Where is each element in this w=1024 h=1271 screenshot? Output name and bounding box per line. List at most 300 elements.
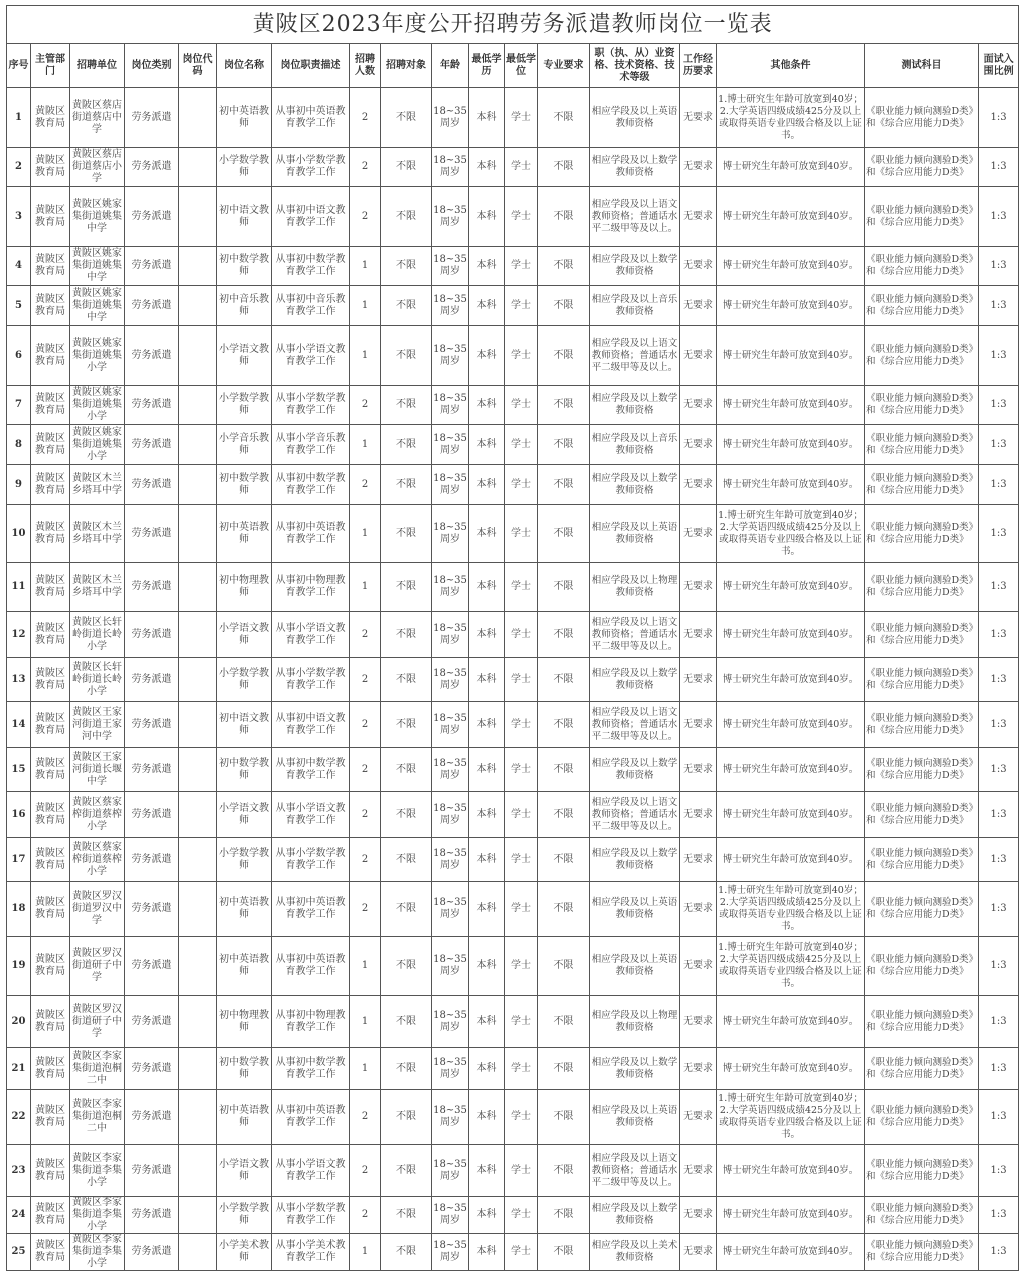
cell-degree: 学士 (505, 505, 538, 563)
cell-major: 不限 (538, 996, 590, 1048)
cell-major: 不限 (538, 1145, 590, 1197)
cell-unit: 黄陂区蔡家榨街道蔡榨小学 (70, 792, 125, 838)
cell-other: 博士研究生年龄可放宽到40岁。 (717, 326, 865, 386)
cell-ratio: 1:3 (979, 1145, 1019, 1197)
table-row (7, 748, 1019, 792)
cell-target: 不限 (381, 1048, 432, 1090)
table-row (7, 612, 1019, 658)
header-exp: 工作经历要求 (680, 44, 717, 88)
cell-category: 劳务派遣 (125, 1197, 179, 1234)
cell-duty: 从事初中英语教育教学工作 (272, 1090, 350, 1145)
cell-edu: 本科 (469, 563, 505, 612)
cell-code (179, 882, 217, 937)
cell-other: 博士研究生年龄可放宽到40岁。 (717, 996, 865, 1048)
cell-dept: 黄陂区教育局 (31, 326, 70, 386)
header-dept: 主管部门 (31, 44, 70, 88)
cell-major: 不限 (538, 505, 590, 563)
cell-exp: 无要求 (680, 1234, 717, 1271)
cell-other: 博士研究生年龄可放宽到40岁。 (717, 1234, 865, 1271)
cell-target: 不限 (381, 882, 432, 937)
cell-exp: 无要求 (680, 702, 717, 748)
cell-exp: 无要求 (680, 937, 717, 996)
cell-major: 不限 (538, 792, 590, 838)
cell-age: 18~35周岁 (432, 247, 469, 286)
cell-code (179, 1234, 217, 1271)
cell-exp: 无要求 (680, 148, 717, 187)
cell-dept: 黄陂区教育局 (31, 1197, 70, 1234)
cell-degree: 学士 (505, 1048, 538, 1090)
cell-dept: 黄陂区教育局 (31, 1048, 70, 1090)
cell-count: 2 (350, 792, 381, 838)
cell-unit: 黄陂区姚家集街道姚集小学 (70, 326, 125, 386)
cell-exp: 无要求 (680, 386, 717, 425)
cell-major: 不限 (538, 1090, 590, 1145)
cell-major: 不限 (538, 425, 590, 465)
cell-duty: 从事小学语文教育教学工作 (272, 792, 350, 838)
table-row (7, 187, 1019, 247)
cell-ratio: 1:3 (979, 1234, 1019, 1271)
cell-category: 劳务派遣 (125, 425, 179, 465)
cell-test: 《职业能力倾向测验D类》和《综合应用能力D类》 (865, 612, 979, 658)
cell-seq: 21 (7, 1048, 31, 1090)
cell-count: 2 (350, 88, 381, 148)
cell-ratio: 1:3 (979, 247, 1019, 286)
cell-age: 18~35周岁 (432, 1048, 469, 1090)
cell-age: 18~35周岁 (432, 882, 469, 937)
cell-degree: 学士 (505, 247, 538, 286)
cell-dept: 黄陂区教育局 (31, 1234, 70, 1271)
cell-age: 18~35周岁 (432, 465, 469, 505)
cell-age: 18~35周岁 (432, 187, 469, 247)
cell-category: 劳务派遣 (125, 748, 179, 792)
header-target: 招聘对象 (381, 44, 432, 88)
cell-age: 18~35周岁 (432, 425, 469, 465)
cell-ratio: 1:3 (979, 838, 1019, 882)
cell-qual: 相应学段及以上数学教师资格 (590, 838, 680, 882)
cell-category: 劳务派遣 (125, 1145, 179, 1197)
cell-post: 初中数学教师 (217, 1048, 272, 1090)
cell-qual: 相应学段及以上数学教师资格 (590, 465, 680, 505)
header-duty: 岗位职责描述 (272, 44, 350, 88)
cell-ratio: 1:3 (979, 1048, 1019, 1090)
cell-major: 不限 (538, 702, 590, 748)
header-test: 测试科目 (865, 44, 979, 88)
header-count: 招聘人数 (350, 44, 381, 88)
cell-ratio: 1:3 (979, 88, 1019, 148)
cell-qual: 相应学段及以上语文教师资格；普通话水平二级甲等及以上。 (590, 326, 680, 386)
cell-qual: 相应学段及以上英语教师资格 (590, 1090, 680, 1145)
cell-ratio: 1:3 (979, 425, 1019, 465)
cell-post: 小学语文教师 (217, 326, 272, 386)
cell-post: 初中数学教师 (217, 247, 272, 286)
cell-exp: 无要求 (680, 425, 717, 465)
cell-other: 1.博士研究生年龄可放宽到40岁；2.大学英语四级成绩425分及以上或取得英语专业四级合格及以上证书。 (717, 937, 865, 996)
cell-count: 1 (350, 247, 381, 286)
cell-count: 1 (350, 1234, 381, 1271)
cell-category: 劳务派遣 (125, 996, 179, 1048)
cell-dept: 黄陂区教育局 (31, 937, 70, 996)
table-row (7, 1048, 1019, 1090)
table-body (7, 88, 1019, 1271)
cell-unit: 黄陂区王家河街道长堰中学 (70, 748, 125, 792)
cell-post: 小学音乐教师 (217, 425, 272, 465)
cell-post: 小学数学教师 (217, 148, 272, 187)
cell-code (179, 1090, 217, 1145)
cell-duty: 从事初中英语教育教学工作 (272, 88, 350, 148)
cell-count: 1 (350, 563, 381, 612)
cell-unit: 黄陂区姚家集街道姚集中学 (70, 286, 125, 326)
cell-code (179, 612, 217, 658)
cell-count: 1 (350, 425, 381, 465)
cell-category: 劳务派遣 (125, 658, 179, 702)
cell-test: 《职业能力倾向测验D类》和《综合应用能力D类》 (865, 658, 979, 702)
cell-code (179, 792, 217, 838)
cell-code (179, 286, 217, 326)
cell-edu: 本科 (469, 1145, 505, 1197)
cell-major: 不限 (538, 1234, 590, 1271)
cell-post: 初中英语教师 (217, 505, 272, 563)
cell-qual: 相应学段及以上语文教师资格；普通话水平二级甲等及以上。 (590, 1145, 680, 1197)
cell-degree: 学士 (505, 792, 538, 838)
cell-seq: 24 (7, 1197, 31, 1234)
cell-target: 不限 (381, 1090, 432, 1145)
cell-dept: 黄陂区教育局 (31, 425, 70, 465)
cell-target: 不限 (381, 247, 432, 286)
cell-other: 1.博士研究生年龄可放宽到40岁；2.大学英语四级成绩425分及以上或取得英语专业四级合格及以上证书。 (717, 505, 865, 563)
cell-seq: 5 (7, 286, 31, 326)
cell-age: 18~35周岁 (432, 1234, 469, 1271)
cell-edu: 本科 (469, 425, 505, 465)
cell-age: 18~35周岁 (432, 937, 469, 996)
cell-other: 1.博士研究生年龄可放宽到40岁；2.大学英语四级成绩425分及以上或取得英语专业四级合格及以上证书。 (717, 88, 865, 148)
cell-target: 不限 (381, 465, 432, 505)
cell-qual: 相应学段及以上数学教师资格 (590, 386, 680, 425)
cell-exp: 无要求 (680, 658, 717, 702)
cell-edu: 本科 (469, 1197, 505, 1234)
cell-post: 初中音乐教师 (217, 286, 272, 326)
cell-ratio: 1:3 (979, 326, 1019, 386)
cell-major: 不限 (538, 748, 590, 792)
cell-other: 博士研究生年龄可放宽到40岁。 (717, 286, 865, 326)
cell-duty: 从事初中语文教育教学工作 (272, 187, 350, 247)
cell-qual: 相应学段及以上语文教师资格；普通话水平二级甲等及以上。 (590, 612, 680, 658)
cell-age: 18~35周岁 (432, 748, 469, 792)
cell-test: 《职业能力倾向测验D类》和《综合应用能力D类》 (865, 792, 979, 838)
table-row (7, 1197, 1019, 1234)
cell-test: 《职业能力倾向测验D类》和《综合应用能力D类》 (865, 247, 979, 286)
cell-unit: 黄陂区木兰乡塔耳中学 (70, 563, 125, 612)
cell-count: 1 (350, 286, 381, 326)
cell-age: 18~35周岁 (432, 1197, 469, 1234)
cell-age: 18~35周岁 (432, 88, 469, 148)
cell-dept: 黄陂区教育局 (31, 286, 70, 326)
table-row (7, 247, 1019, 286)
cell-exp: 无要求 (680, 1048, 717, 1090)
cell-other: 博士研究生年龄可放宽到40岁。 (717, 1197, 865, 1234)
cell-unit: 黄陂区李家集街道泡桐二中 (70, 1090, 125, 1145)
cell-post: 小学数学教师 (217, 1197, 272, 1234)
cell-duty: 从事小学音乐教育教学工作 (272, 425, 350, 465)
cell-code (179, 326, 217, 386)
cell-duty: 从事初中英语教育教学工作 (272, 937, 350, 996)
cell-major: 不限 (538, 326, 590, 386)
cell-test: 《职业能力倾向测验D类》和《综合应用能力D类》 (865, 326, 979, 386)
cell-post: 小学数学教师 (217, 658, 272, 702)
cell-ratio: 1:3 (979, 996, 1019, 1048)
header-qual: 职（执、从）业资格、技术资格、技术等级 (590, 44, 680, 88)
cell-other: 博士研究生年龄可放宽到40岁。 (717, 563, 865, 612)
cell-post: 小学语文教师 (217, 1145, 272, 1197)
cell-exp: 无要求 (680, 326, 717, 386)
table-row (7, 148, 1019, 187)
cell-edu: 本科 (469, 247, 505, 286)
cell-test: 《职业能力倾向测验D类》和《综合应用能力D类》 (865, 465, 979, 505)
cell-age: 18~35周岁 (432, 1090, 469, 1145)
cell-test: 《职业能力倾向测验D类》和《综合应用能力D类》 (865, 286, 979, 326)
cell-seq: 13 (7, 658, 31, 702)
cell-other: 博士研究生年龄可放宽到40岁。 (717, 838, 865, 882)
cell-category: 劳务派遣 (125, 792, 179, 838)
cell-duty: 从事初中音乐教育教学工作 (272, 286, 350, 326)
cell-qual: 相应学段及以上数学教师资格 (590, 148, 680, 187)
table-row (7, 386, 1019, 425)
cell-seq: 1 (7, 88, 31, 148)
cell-other: 博士研究生年龄可放宽到40岁。 (717, 425, 865, 465)
cell-test: 《职业能力倾向测验D类》和《综合应用能力D类》 (865, 702, 979, 748)
cell-code (179, 465, 217, 505)
cell-age: 18~35周岁 (432, 996, 469, 1048)
cell-target: 不限 (381, 1234, 432, 1271)
cell-exp: 无要求 (680, 1090, 717, 1145)
cell-code (179, 1145, 217, 1197)
header-row (7, 44, 1019, 88)
cell-major: 不限 (538, 247, 590, 286)
cell-seq: 22 (7, 1090, 31, 1145)
cell-duty: 从事小学数学教育教学工作 (272, 148, 350, 187)
cell-category: 劳务派遣 (125, 326, 179, 386)
cell-post: 初中数学教师 (217, 465, 272, 505)
header-degree: 最低学位 (505, 44, 538, 88)
cell-major: 不限 (538, 88, 590, 148)
header-major: 专业要求 (538, 44, 590, 88)
cell-exp: 无要求 (680, 612, 717, 658)
cell-seq: 8 (7, 425, 31, 465)
cell-post: 小学语文教师 (217, 612, 272, 658)
cell-target: 不限 (381, 996, 432, 1048)
cell-code (179, 748, 217, 792)
cell-edu: 本科 (469, 612, 505, 658)
cell-seq: 10 (7, 505, 31, 563)
cell-count: 1 (350, 326, 381, 386)
cell-count: 2 (350, 148, 381, 187)
cell-other: 博士研究生年龄可放宽到40岁。 (717, 612, 865, 658)
cell-other: 1.博士研究生年龄可放宽到40岁；2.大学英语四级成绩425分及以上或取得英语专业四级合格及以上证书。 (717, 882, 865, 937)
cell-category: 劳务派遣 (125, 187, 179, 247)
cell-other: 博士研究生年龄可放宽到40岁。 (717, 658, 865, 702)
cell-target: 不限 (381, 286, 432, 326)
cell-target: 不限 (381, 1145, 432, 1197)
cell-count: 2 (350, 386, 381, 425)
cell-duty: 从事小学数学教育教学工作 (272, 838, 350, 882)
cell-test: 《职业能力倾向测验D类》和《综合应用能力D类》 (865, 563, 979, 612)
cell-ratio: 1:3 (979, 505, 1019, 563)
cell-other: 博士研究生年龄可放宽到40岁。 (717, 1048, 865, 1090)
cell-degree: 学士 (505, 1234, 538, 1271)
cell-test: 《职业能力倾向测验D类》和《综合应用能力D类》 (865, 505, 979, 563)
cell-qual: 相应学段及以上英语教师资格 (590, 882, 680, 937)
cell-post: 小学美术教师 (217, 1234, 272, 1271)
cell-age: 18~35周岁 (432, 286, 469, 326)
table-row (7, 425, 1019, 465)
cell-target: 不限 (381, 792, 432, 838)
cell-degree: 学士 (505, 838, 538, 882)
cell-test: 《职业能力倾向测验D类》和《综合应用能力D类》 (865, 187, 979, 247)
cell-count: 2 (350, 1145, 381, 1197)
cell-duty: 从事初中物理教育教学工作 (272, 563, 350, 612)
cell-seq: 7 (7, 386, 31, 425)
cell-seq: 6 (7, 326, 31, 386)
cell-duty: 从事初中物理教育教学工作 (272, 996, 350, 1048)
cell-exp: 无要求 (680, 247, 717, 286)
cell-unit: 黄陂区木兰乡塔耳中学 (70, 465, 125, 505)
cell-exp: 无要求 (680, 996, 717, 1048)
cell-unit: 黄陂区长轩岭街道长岭小学 (70, 658, 125, 702)
table-row (7, 702, 1019, 748)
cell-duty: 从事初中英语教育教学工作 (272, 505, 350, 563)
cell-code (179, 996, 217, 1048)
header-age: 年龄 (432, 44, 469, 88)
cell-unit: 黄陂区李家集街道李集小学 (70, 1234, 125, 1271)
table-row (7, 1090, 1019, 1145)
cell-edu: 本科 (469, 937, 505, 996)
cell-unit: 黄陂区姚家集街道姚集小学 (70, 425, 125, 465)
header-post: 岗位名称 (217, 44, 272, 88)
cell-count: 2 (350, 465, 381, 505)
cell-dept: 黄陂区教育局 (31, 563, 70, 612)
cell-edu: 本科 (469, 1090, 505, 1145)
cell-ratio: 1:3 (979, 465, 1019, 505)
cell-age: 18~35周岁 (432, 702, 469, 748)
cell-seq: 14 (7, 702, 31, 748)
cell-target: 不限 (381, 425, 432, 465)
cell-category: 劳务派遣 (125, 838, 179, 882)
cell-exp: 无要求 (680, 563, 717, 612)
cell-qual: 相应学段及以上音乐教师资格 (590, 286, 680, 326)
cell-ratio: 1:3 (979, 882, 1019, 937)
cell-other: 博士研究生年龄可放宽到40岁。 (717, 148, 865, 187)
cell-age: 18~35周岁 (432, 612, 469, 658)
cell-major: 不限 (538, 386, 590, 425)
cell-count: 2 (350, 838, 381, 882)
cell-ratio: 1:3 (979, 563, 1019, 612)
cell-qual: 相应学段及以上英语教师资格 (590, 505, 680, 563)
cell-degree: 学士 (505, 286, 538, 326)
cell-unit: 黄陂区罗汉街道罗汉中学 (70, 882, 125, 937)
cell-dept: 黄陂区教育局 (31, 1090, 70, 1145)
cell-edu: 本科 (469, 838, 505, 882)
cell-ratio: 1:3 (979, 148, 1019, 187)
cell-post: 初中语文教师 (217, 187, 272, 247)
cell-age: 18~35周岁 (432, 563, 469, 612)
table-row (7, 996, 1019, 1048)
cell-dept: 黄陂区教育局 (31, 612, 70, 658)
cell-qual: 相应学段及以上音乐教师资格 (590, 425, 680, 465)
cell-seq: 2 (7, 148, 31, 187)
header-category: 岗位类别 (125, 44, 179, 88)
cell-ratio: 1:3 (979, 386, 1019, 425)
cell-qual: 相应学段及以上语文教师资格；普通话水平二级甲等及以上。 (590, 792, 680, 838)
cell-edu: 本科 (469, 1234, 505, 1271)
header-seq: 序号 (7, 44, 31, 88)
cell-edu: 本科 (469, 996, 505, 1048)
table-row (7, 1234, 1019, 1271)
cell-dept: 黄陂区教育局 (31, 996, 70, 1048)
cell-duty: 从事初中数学教育教学工作 (272, 1048, 350, 1090)
header-edu: 最低学历 (469, 44, 505, 88)
cell-degree: 学士 (505, 465, 538, 505)
cell-target: 不限 (381, 386, 432, 425)
table-row (7, 1145, 1019, 1197)
header-other: 其他条件 (717, 44, 865, 88)
cell-duty: 从事小学数学教育教学工作 (272, 658, 350, 702)
cell-category: 劳务派遣 (125, 148, 179, 187)
cell-ratio: 1:3 (979, 286, 1019, 326)
cell-qual: 相应学段及以上数学教师资格 (590, 247, 680, 286)
cell-target: 不限 (381, 505, 432, 563)
cell-qual: 相应学段及以上数学教师资格 (590, 1048, 680, 1090)
cell-exp: 无要求 (680, 286, 717, 326)
cell-code (179, 838, 217, 882)
header-unit: 招聘单位 (70, 44, 125, 88)
cell-test: 《职业能力倾向测验D类》和《综合应用能力D类》 (865, 88, 979, 148)
cell-other: 博士研究生年龄可放宽到40岁。 (717, 465, 865, 505)
cell-age: 18~35周岁 (432, 148, 469, 187)
cell-major: 不限 (538, 658, 590, 702)
cell-seq: 4 (7, 247, 31, 286)
cell-target: 不限 (381, 563, 432, 612)
cell-post: 初中英语教师 (217, 1090, 272, 1145)
cell-target: 不限 (381, 838, 432, 882)
cell-code (179, 425, 217, 465)
recruitment-table (6, 5, 1019, 1271)
table-row (7, 326, 1019, 386)
cell-age: 18~35周岁 (432, 838, 469, 882)
cell-duty: 从事小学数学教育教学工作 (272, 386, 350, 425)
cell-duty: 从事初中数学教育教学工作 (272, 748, 350, 792)
table-row (7, 937, 1019, 996)
table-row (7, 465, 1019, 505)
cell-code (179, 658, 217, 702)
cell-ratio: 1:3 (979, 658, 1019, 702)
cell-unit: 黄陂区姚家集街道姚集中学 (70, 187, 125, 247)
cell-category: 劳务派遣 (125, 937, 179, 996)
cell-category: 劳务派遣 (125, 882, 179, 937)
cell-seq: 9 (7, 465, 31, 505)
cell-other: 博士研究生年龄可放宽到40岁。 (717, 702, 865, 748)
cell-count: 1 (350, 937, 381, 996)
cell-edu: 本科 (469, 748, 505, 792)
cell-major: 不限 (538, 1197, 590, 1234)
cell-count: 2 (350, 658, 381, 702)
cell-unit: 黄陂区木兰乡塔耳中学 (70, 505, 125, 563)
cell-degree: 学士 (505, 386, 538, 425)
cell-degree: 学士 (505, 612, 538, 658)
cell-target: 不限 (381, 148, 432, 187)
cell-dept: 黄陂区教育局 (31, 247, 70, 286)
cell-duty: 从事小学语文教育教学工作 (272, 1145, 350, 1197)
cell-qual: 相应学段及以上物理教师资格 (590, 563, 680, 612)
cell-exp: 无要求 (680, 465, 717, 505)
